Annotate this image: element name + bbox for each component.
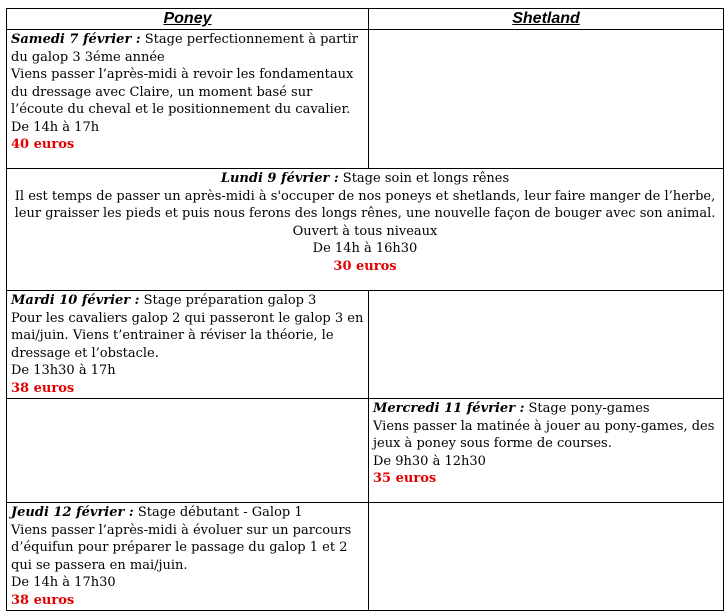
- stage-title: Stage perfectionnement à partir du galop 3 3éme année: [11, 32, 358, 65]
- stage-title: Stage soin et longs rênes: [338, 171, 510, 186]
- column-header-shetland: Shetland: [369, 9, 724, 30]
- table-row: [7, 291, 724, 399]
- stage-description: Viens passer la matinée à jouer au pony-games, des jeux à poney sous forme de courses.: [373, 418, 715, 451]
- cell-samedi-poney: [7, 30, 369, 169]
- cell-mardi-poney: [7, 291, 369, 399]
- cell-samedi-shetland-empty: [369, 30, 724, 169]
- stage-day: Jeudi 12 février :: [11, 505, 134, 520]
- table-row: [7, 399, 724, 503]
- stage-heading: [11, 292, 364, 310]
- stage-heading: [11, 170, 719, 188]
- column-header-poney: Poney: [7, 9, 369, 30]
- cell-mercredi-shetland: [369, 399, 724, 503]
- stage-title: Stage pony-games: [524, 401, 650, 416]
- stage-price: 30 euros: [333, 258, 397, 274]
- cell-jeudi-poney: [7, 503, 369, 611]
- stage-hours: De 14h à 17h30: [11, 575, 116, 590]
- stage-heading: [373, 400, 719, 418]
- header-row: [7, 9, 724, 30]
- stage-description: Pour les cavaliers galop 2 qui passeront le galop 3 en mai/juin. Viens t’entrainer à réviser la théorie, le dressage et l’obstacle.: [11, 310, 364, 361]
- stage-price: 38 euros: [11, 592, 75, 608]
- stage-day: Samedi 7 février :: [11, 32, 141, 47]
- stage-hours: De 14h à 16h30: [312, 241, 418, 256]
- stage-title: Stage préparation galop 3: [139, 293, 317, 308]
- cell-jeudi-shetland-empty: [369, 503, 724, 611]
- table-row: [7, 169, 724, 291]
- stage-day: Mercredi 11 février :: [373, 401, 525, 416]
- stage-day: Lundi 9 février :: [220, 171, 339, 186]
- cell-lundi-merged: [7, 169, 724, 291]
- stage-hours: De 13h30 à 17h: [11, 363, 116, 378]
- schedule-table: [6, 8, 724, 611]
- table-row: [7, 30, 724, 169]
- stage-heading: [11, 31, 364, 66]
- stage-heading: [11, 504, 364, 522]
- cell-mardi-shetland-empty: [369, 291, 724, 399]
- stage-hours: De 9h30 à 12h30: [373, 453, 486, 469]
- table-row: [7, 503, 724, 611]
- stage-title: Stage débutant - Galop 1: [133, 505, 303, 520]
- stage-price: 35 euros: [373, 471, 437, 486]
- stage-day: Mardi 10 février :: [11, 293, 140, 308]
- cell-mercredi-poney-empty: [7, 399, 369, 503]
- stage-price: 40 euros: [11, 137, 75, 152]
- stage-price: 38 euros: [11, 380, 75, 396]
- stage-hours: De 14h à 17h: [11, 119, 100, 135]
- stage-description: Viens passer l’après-midi à évoluer sur un parcours d’équifun pour préparer le passage du galop 1 et 2 qui se passera en mai/juin.: [11, 522, 352, 573]
- stage-level: Ouvert à tous niveaux: [292, 223, 438, 239]
- stage-description: Il est temps de passer un après-midi à s'occuper de nos poneys et shetlands, leur faire manger de l’herbe, leur graisser les pieds et puis nous ferons des longs rênes, une nouvelle façon de bouger avec son animal.: [14, 188, 716, 221]
- stage-description: Viens passer l’après-midi à revoir les fondamentaux du dressage avec Claire, un moment basé sur l’écoute du cheval et le positionnement du cavalier.: [11, 67, 354, 117]
